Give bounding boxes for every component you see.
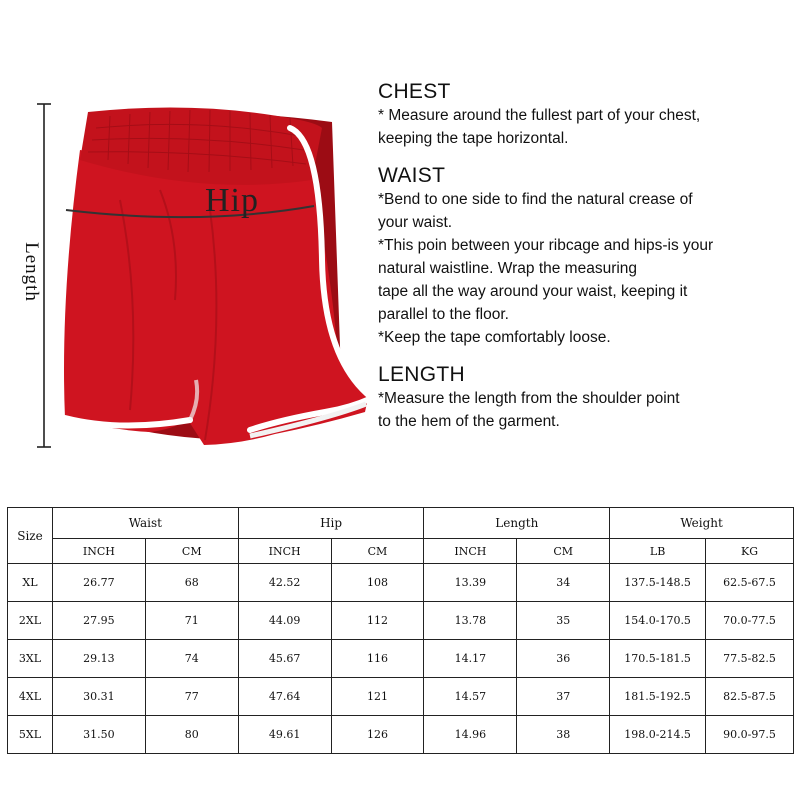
table-cell: 82.5-87.5 — [706, 678, 794, 716]
weight-group-header: Weight — [610, 508, 794, 539]
unit-header: INCH — [424, 539, 517, 564]
size-cell: 2XL — [8, 602, 53, 640]
chest-line-1: * Measure around the fullest part of your chest, — [378, 107, 701, 124]
table-cell: 116 — [331, 640, 424, 678]
length-label: Length — [21, 242, 43, 302]
table-row — [8, 716, 794, 754]
table-cell: 37 — [517, 678, 610, 716]
table-row — [8, 602, 794, 640]
table-cell: 62.5-67.5 — [706, 564, 794, 602]
table-cell: 13.78 — [424, 602, 517, 640]
unit-header: CM — [331, 539, 424, 564]
size-column-header: Size — [8, 508, 53, 564]
waist-line-2: your waist. — [378, 214, 453, 231]
length-group-header: Length — [424, 508, 610, 539]
unit-header: INCH — [238, 539, 331, 564]
length-section — [378, 363, 788, 433]
waist-section — [378, 164, 788, 349]
length-title: LENGTH — [378, 363, 465, 386]
chest-section — [378, 80, 788, 150]
table-row — [8, 564, 794, 602]
waist-line-3: *This poin between your ribcage and hips-is your — [378, 237, 714, 254]
waist-title: WAIST — [378, 164, 446, 187]
unit-header: CM — [517, 539, 610, 564]
chest-title: CHEST — [378, 80, 451, 103]
table-cell: 126 — [331, 716, 424, 754]
table-cell: 26.77 — [52, 564, 145, 602]
size-cell: 4XL — [8, 678, 53, 716]
table-cell: 74 — [145, 640, 238, 678]
table-group-header-row — [8, 508, 794, 539]
length-line-2: to the hem of the garment. — [378, 413, 560, 430]
table-cell: 35 — [517, 602, 610, 640]
table-cell: 90.0-97.5 — [706, 716, 794, 754]
table-row — [8, 678, 794, 716]
table-cell: 14.96 — [424, 716, 517, 754]
table-cell: 34 — [517, 564, 610, 602]
table-cell: 14.17 — [424, 640, 517, 678]
unit-header: KG — [706, 539, 794, 564]
size-cell: XL — [8, 564, 53, 602]
table-row — [8, 640, 794, 678]
table-cell: 30.31 — [52, 678, 145, 716]
table-unit-header-row — [8, 539, 794, 564]
waist-line-4: natural waistline. Wrap the measuring — [378, 260, 638, 277]
size-cell: 5XL — [8, 716, 53, 754]
hip-group-header: Hip — [238, 508, 424, 539]
table-cell: 70.0-77.5 — [706, 602, 794, 640]
table-cell: 170.5-181.5 — [610, 640, 706, 678]
size-cell: 3XL — [8, 640, 53, 678]
measurement-guide — [378, 80, 788, 447]
waist-line-7: *Keep the tape comfortably loose. — [378, 329, 611, 346]
table-cell: 68 — [145, 564, 238, 602]
table-cell: 42.52 — [238, 564, 331, 602]
chest-line-2: keeping the tape horizontal. — [378, 130, 569, 147]
waist-line-6: parallel to the floor. — [378, 306, 509, 323]
table-cell: 14.57 — [424, 678, 517, 716]
table-cell: 77 — [145, 678, 238, 716]
table-cell: 154.0-170.5 — [610, 602, 706, 640]
hip-label: Hip — [205, 182, 259, 219]
unit-header: LB — [610, 539, 706, 564]
waist-group-header: Waist — [52, 508, 238, 539]
unit-header: INCH — [52, 539, 145, 564]
table-cell: 31.50 — [52, 716, 145, 754]
table-cell: 36 — [517, 640, 610, 678]
table-cell: 49.61 — [238, 716, 331, 754]
table-cell: 29.13 — [52, 640, 145, 678]
table-cell: 108 — [331, 564, 424, 602]
waist-line-5: tape all the way around your waist, keeping it — [378, 283, 688, 300]
table-cell: 44.09 — [238, 602, 331, 640]
table-cell: 47.64 — [238, 678, 331, 716]
unit-header: CM — [145, 539, 238, 564]
table-cell: 80 — [145, 716, 238, 754]
size-chart-table — [7, 507, 794, 754]
table-cell: 112 — [331, 602, 424, 640]
table-cell: 13.39 — [424, 564, 517, 602]
table-cell: 71 — [145, 602, 238, 640]
table-cell: 27.95 — [52, 602, 145, 640]
table-cell: 45.67 — [238, 640, 331, 678]
table-cell: 198.0-214.5 — [610, 716, 706, 754]
waist-line-1: *Bend to one side to find the natural crease of — [378, 191, 693, 208]
table-cell: 121 — [331, 678, 424, 716]
table-cell: 77.5-82.5 — [706, 640, 794, 678]
length-line-1: *Measure the length from the shoulder point — [378, 390, 680, 407]
table-cell: 181.5-192.5 — [610, 678, 706, 716]
table-cell: 137.5-148.5 — [610, 564, 706, 602]
table-cell: 38 — [517, 716, 610, 754]
